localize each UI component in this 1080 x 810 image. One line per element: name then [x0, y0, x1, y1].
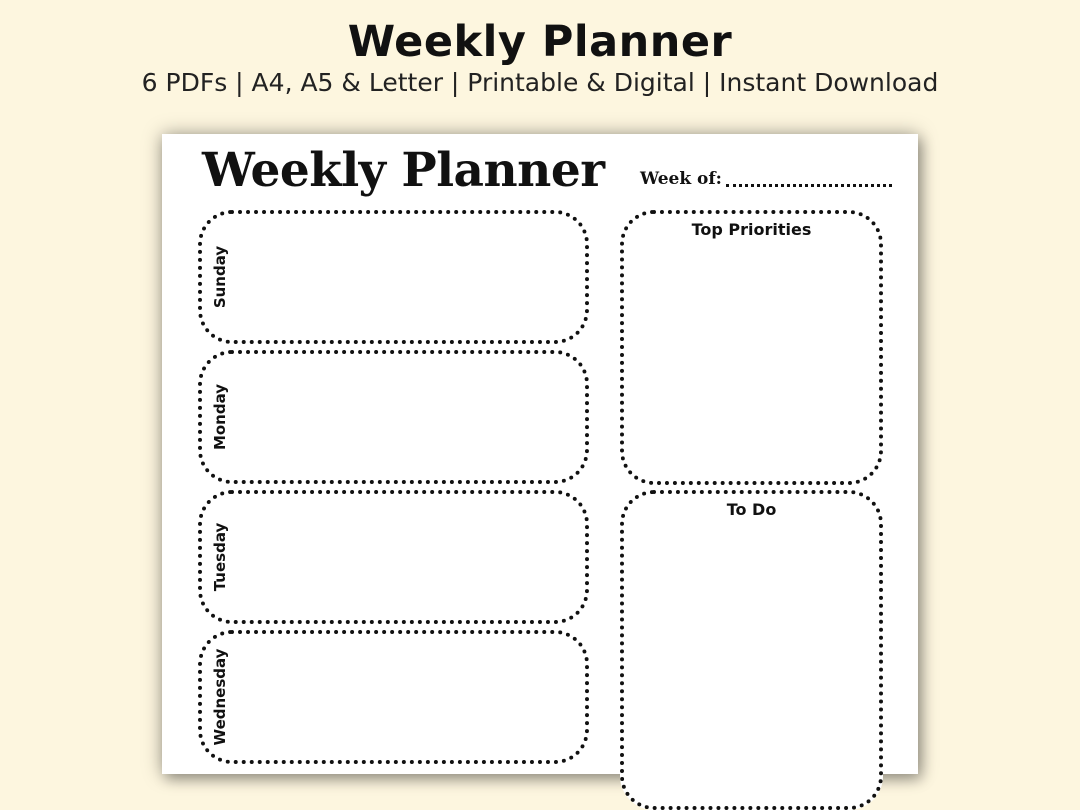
todo-box — [620, 490, 883, 810]
planner-title: Weekly Planner — [202, 143, 605, 198]
day-box-monday — [198, 350, 589, 484]
todo-heading: To Do — [726, 500, 777, 519]
day-label-wednesday: Wednesday — [211, 648, 229, 746]
week-of-field — [640, 168, 892, 190]
banner-subtitle: 6 PDFs | A4, A5 & Letter | Printable & Digital | Instant Download — [141, 68, 939, 97]
week-of-line — [726, 184, 892, 187]
banner-title: Weekly Planner — [347, 17, 733, 67]
week-of-label: Week of: — [640, 169, 722, 189]
day-box-sunday — [198, 210, 589, 344]
day-label-monday: Monday — [211, 383, 229, 451]
top-priorities-box — [620, 210, 883, 485]
day-box-wednesday — [198, 630, 589, 764]
top-priorities-heading: Top Priorities — [691, 220, 812, 239]
day-box-tuesday — [198, 490, 589, 624]
day-label-sunday: Sunday — [211, 245, 229, 309]
day-label-tuesday: Tuesday — [211, 522, 229, 592]
planner-sheet — [162, 134, 918, 774]
